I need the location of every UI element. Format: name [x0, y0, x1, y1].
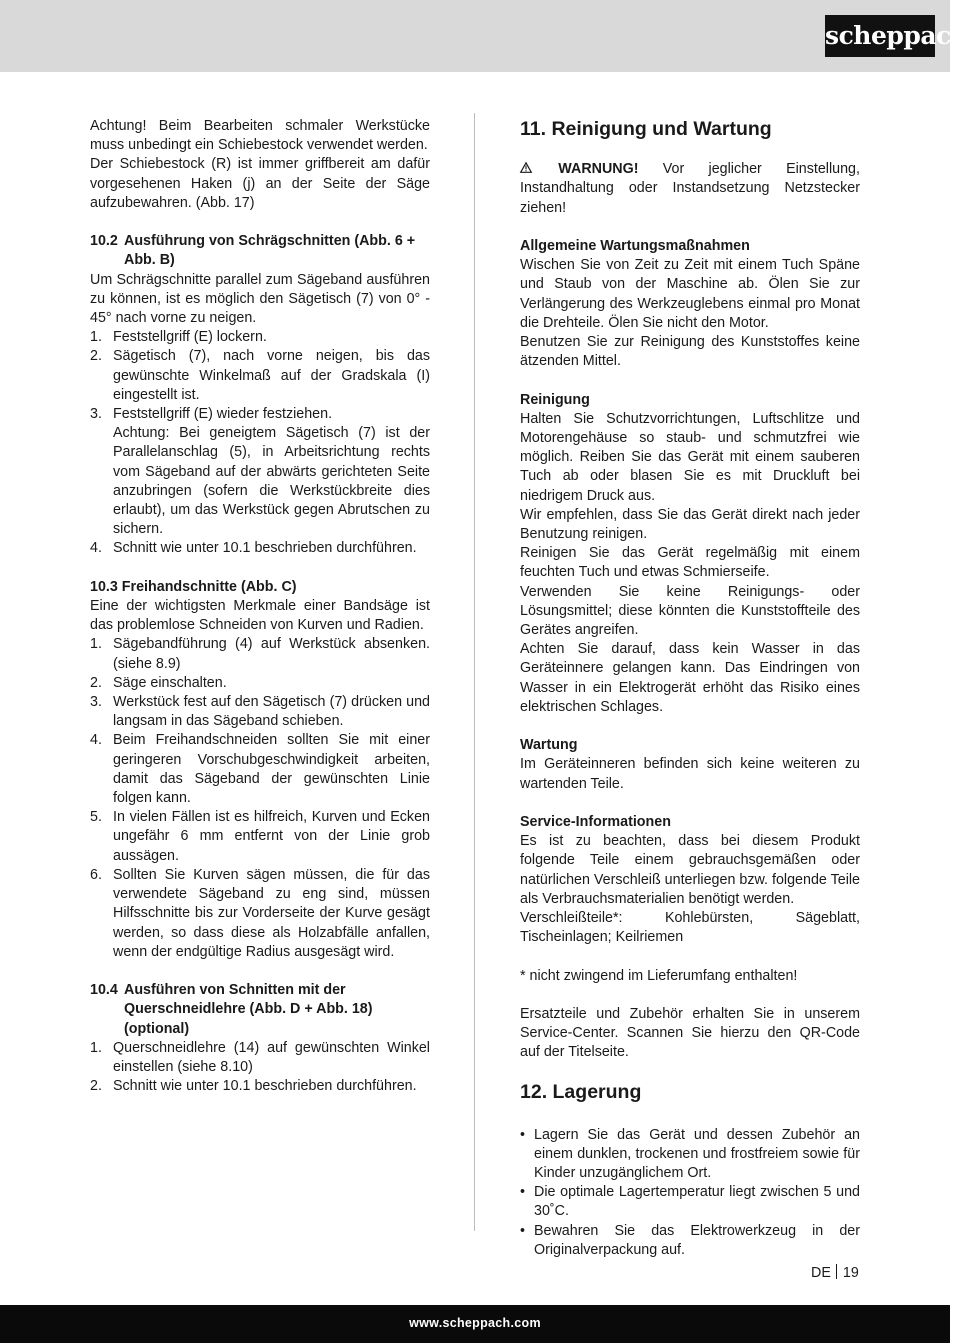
list-item: 5. In vielen Fällen ist es hilfreich, Kurven und Ecken ungefähr 6 mm entfernt von der Linie grob aussägen.: [90, 809, 430, 864]
paragraph: Wischen Sie von Zeit zu Zeit mit einem Tuch Späne und Staub von der Maschine ab. Ölen Sie zur Verlängerung des Werkzeuglebens einmal pro Monat die Drehteile. Ölen Sie nicht den Motor.: [520, 257, 860, 331]
paragraph: Reinigen Sie das Gerät regelmäßig mit einem feuchten Tuch und etwas Schmierseife.: [520, 545, 860, 581]
language-code: DE: [811, 1265, 831, 1281]
paragraph: Benutzen Sie zur Reinigung des Kunststoffes keine ätzenden Mittel.: [520, 334, 860, 370]
list-item: • Lagern Sie das Gerät und dessen Zubehör an einem dunklen, trockenen und frostfreiem sowie für Kinder unzugänglichem Ort.: [520, 1126, 860, 1182]
list-item: 4. Beim Freihandschneiden sollten Sie mit einer geringeren Vorschubgeschwindigkeit arbeiten, damit das Sägeband der gewünschten Linie folgen kann.: [90, 732, 430, 807]
column-divider: [474, 113, 475, 1231]
list-item: 2. Säge einschalten.: [90, 674, 227, 691]
subheading: Wartung: [520, 737, 578, 754]
right-column: [520, 117, 860, 1260]
list-item: • Die optimale Lagertemperatur liegt zwischen 5 und 30˚C.: [520, 1184, 860, 1220]
list-item: Achtung: Bei geneigtem Sägetisch (7) ist der Parallelanschlag (5), in Arbeitsrichtung rechts vom Sägeband auf der abwärts gerichteten Seite anzubringen (sofern die Werkstückbreite dies erlaubt), um das Werkstück gegen Abrutschen zu sichern.: [113, 425, 430, 538]
section-heading-12: 12. Lagerung: [520, 1080, 642, 1103]
steps-list: [90, 635, 430, 961]
footer-bar: [0, 1305, 950, 1343]
paragraph: Eine der wichtigsten Merkmale einer Bandsäge ist das problemlose Schneiden von Kurven und Radien.: [90, 598, 430, 634]
paragraph: Verschleißteile*: Kohlebürsten, Sägeblatt, Tischeinlagen; Keilriemen: [520, 910, 860, 946]
footnote: * nicht zwingend im Lieferumfang enthalten!: [520, 967, 798, 984]
subheading: Allgemeine Wartungsmaßnahmen: [520, 237, 750, 254]
paragraph: Halten Sie Schutzvorrichtungen, Luftschlitze und Motorengehäuse so staub- und schmutzfrei wie möglich. Reiben Sie das Gerät mit einem sauberen Tuch ab oder blasen Sie es mit Druckluft bei niedrigem Druck aus.: [520, 410, 860, 504]
paragraph: Wir empfehlen, dass Sie das Gerät direkt nach jeder Benutzung reinigen.: [520, 506, 860, 543]
warning-text: Vor jeglicher Einstellung, Instandhaltung oder Instandsetzung Netzstecker ziehen!: [520, 161, 860, 216]
list-item: 6. Sollten Sie Kurven sägen müssen, die für das verwendete Sägeband zu eng sind, müssen Hilfsschnitte bis zur Vorderseite der Kurve gesägt werden, so dass diese als Holzabfälle anfallen, wenn der endgültige Radius ausgesägt wird.: [90, 866, 430, 960]
list-item: • Bewahren Sie das Elektrowerkzeug in der Originalverpackung auf.: [520, 1222, 860, 1258]
list-item: 3. Feststellgriff (E) wieder festziehen.: [90, 406, 333, 423]
warning-paragraph: [520, 160, 860, 218]
list-item: 1. Feststellgriff (E) lockern.: [90, 329, 267, 346]
paragraph: Achtung! Beim Bearbeiten schmaler Werkstücke muss unbedingt ein Schiebestock verwendet werden.: [90, 118, 430, 154]
header-bar: [0, 0, 968, 72]
left-column: [90, 117, 430, 1096]
section-number: 10.2: [90, 233, 118, 250]
warning-triangle-icon: [520, 160, 534, 179]
section-heading-10-2: [90, 232, 430, 270]
list-item: 4. Schnitt wie unter 10.1 beschrieben durchführen.: [90, 540, 417, 557]
paragraph: Verwenden Sie keine Reinigungs- oder Lösungsmittel; diese könnten die Kunststoffteile des Gerätes angreifen.: [520, 583, 860, 639]
section-heading-10-4: [90, 981, 430, 1039]
page-number: [811, 1264, 859, 1283]
section-title: Ausführen von Schnitten mit der Querschneidlehre (Abb. D + Abb. 18) (optional): [124, 982, 373, 1037]
page-number-value: 19: [842, 1265, 859, 1281]
section-title: Ausführung von Schrägschnitten (Abb. 6 + Abb. B): [124, 233, 416, 269]
subheading: Reinigung: [520, 391, 590, 408]
section-heading-10-3: 10.3 Freihandschnitte (Abb. C): [90, 578, 297, 595]
brand-logo: scheppach: [825, 15, 935, 57]
paragraph: Der Schiebestock (R) ist immer griffbereit am dafür vorgesehenen Haken (j) an der Seite der Säge aufzubewahren. (Abb. 17): [90, 156, 430, 211]
paragraph: Achten Sie darauf, dass kein Wasser in das Geräteinnere gelangen kann. Das Eindringen von Wasser in ein Elektrogerät erhöht das Risiko eines elektrischen Schlages.: [520, 641, 860, 715]
warning-label: WARNUNG!: [558, 161, 639, 178]
paragraph: Um Schrägschnitte parallel zum Sägeband ausführen zu können, ist es möglich den Sägetisch (7) von 0° - 45° nach vorne zu neigen.: [90, 271, 430, 327]
section-number: 10.4: [90, 982, 118, 999]
subheading: Service-Informationen: [520, 814, 671, 831]
list-item: 1. Sägebandführung (4) auf Werkstück absenken. (siehe 8.9): [90, 636, 430, 672]
section-heading-11: 11. Reinigung und Wartung: [520, 118, 772, 140]
page-separator: [836, 1264, 837, 1279]
paragraph: Es ist zu beachten, dass bei diesem Produkt folgende Teile einem gebrauchsgemäßen oder natürlichen Verschleiß unterliegen bzw. folgende Teile als Verbrauchsmaterialien benötigt werden.: [520, 833, 860, 907]
list-item: 1. Querschneidlehre (14) auf gewünschten Winkel einstellen (siehe 8.10): [90, 1039, 430, 1075]
list-item: 2. Sägetisch (7), nach vorne neigen, bis das gewünschte Winkelmaß auf der Gradskala (I) eingestellt ist.: [90, 348, 430, 403]
steps-list: [90, 1039, 430, 1097]
steps-list: [90, 328, 430, 558]
list-item: 3. Werkstück fest auf den Sägetisch (7) drücken und langsam in das Sägeband schieben.: [90, 694, 430, 730]
footer-url: www.scheppach.com: [409, 1316, 541, 1330]
list-item: 2. Schnitt wie unter 10.1 beschrieben durchführen.: [90, 1078, 417, 1095]
paragraph: Im Geräteinneren befinden sich keine weiteren zu wartenden Teile.: [520, 756, 860, 792]
storage-list: [520, 1126, 860, 1260]
paragraph: Ersatzteile und Zubehör erhalten Sie in unserem Service-Center. Scannen Sie hierzu den QR-Code auf der Titelseite.: [520, 1006, 860, 1061]
